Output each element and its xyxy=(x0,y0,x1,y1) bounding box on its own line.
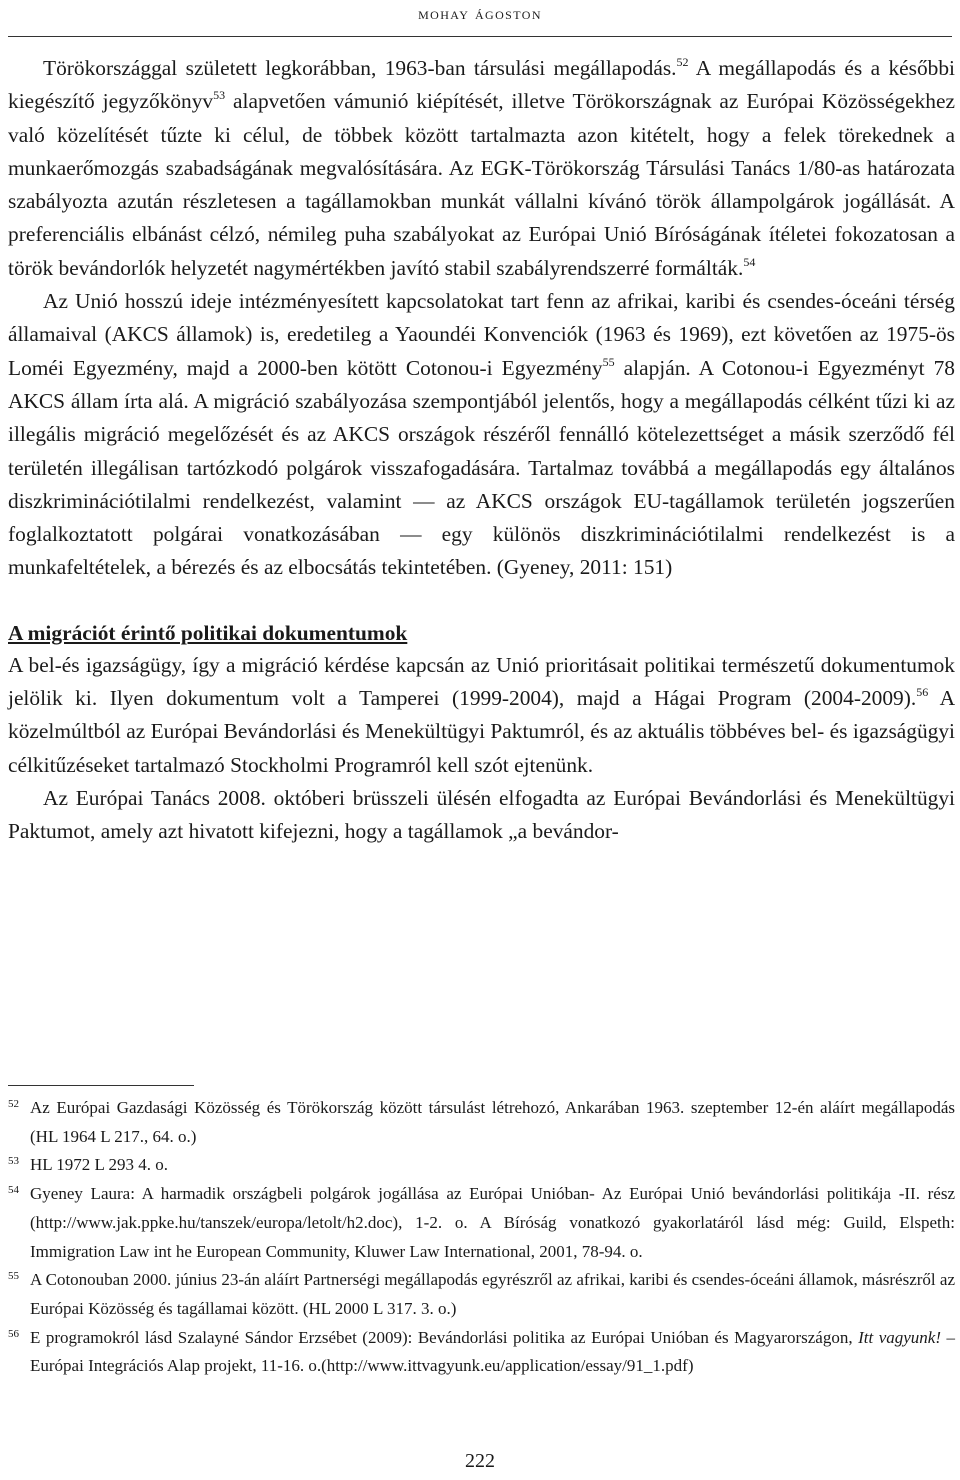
paragraph: Törökországgal született legkorábban, 1963-ban társulási megállapodás.$^{52}$ A megállapodás és a későbbi kiegészítő jegyzőkönyv$^{53}$ alapvetően vámunió kiépítését, illetve Törökországnak az Európai Közösségekhez való közelítését tűzte ki célul, de többek között tartalmazta azon kitételt, hogy a felek törekednek a munkaerőmozgás szabadságának megvalósítására. Az EGK-Törökország Társulási Tanács 1/80-as határozata szabályozta azután részletesen a tagállamokban munkát vállalni kívánó török állampolgárok jogállását. A preferenciális elbánást célzó, némileg puha szabályokat az Európai Unió Bíróságának ítéletei fokozatosan a török bevándorlók helyzetét nagymértékben javító stabil szabályrendszerré formálták.$^{54}$ xyxy=(8,55,955,280)
footnote-number: 52 xyxy=(8,1098,19,1110)
page-number: 222 xyxy=(465,1450,495,1472)
footnote-number: 56 xyxy=(8,1327,19,1340)
footnote-ref[interactable]: 53 xyxy=(213,88,226,103)
paragraph: Az Európai Tanács 2008. októberi brüsszeli ülésén elfogadta az Európai Bevándorlási és Menekültügyi Paktumot, amely azt hivatott kifejezni, hogy a tagállamok „a bevándor- xyxy=(8,785,955,844)
footnote-ref[interactable]: 54 xyxy=(743,254,756,269)
footnote-number: 53 xyxy=(8,1155,19,1168)
footnote-text: A Cotonouban 2000. június 23-án aláírt Partnerségi megállapodás egyrészről az afrikai, karibi és csendes-óceáni államok, másrészről az Európai Közösség és tagállamai között. (HL 2000 L 317. 3. o.) xyxy=(30,1270,955,1318)
footnote xyxy=(8,1266,955,1323)
footnote-rule xyxy=(8,1085,194,1086)
body-text xyxy=(8,52,955,849)
italic-title: Itt vagyunk! xyxy=(858,1327,941,1347)
header-rule xyxy=(8,36,952,37)
footnote-text: Gyeney Laura: A harmadik országbeli polgárok jogállása az Európai Unióban- Az Európai Unió bevándorlási politikája -II. rész (http://www.jak.ppke.hu/tanszek/europa/letolt/h2.doc), 1-2. o. A Bíróság vonatkozó gyakorlatáról lásd még: Guild, Elspeth: Immigration Law int he European Community, Kluwer Law International, 2001, 78-94. o. xyxy=(30,1184,955,1261)
footnote-ref[interactable]: 52 xyxy=(676,55,689,69)
footnote xyxy=(8,1094,955,1151)
footnote-text: Az Európai Gazdasági Közösség és Törökország között társulást létrehozó, Ankarában 1963. szeptember 12-én aláírt megállapodás (HL 1964 L 217., 64. o.) xyxy=(30,1098,955,1146)
footnote xyxy=(8,1151,955,1180)
footnote-number: 55 xyxy=(8,1270,19,1283)
footnote-ref[interactable]: 55 xyxy=(602,354,615,369)
section-heading: A migrációt érintő politikai dokumentumok xyxy=(8,620,408,645)
footnotes xyxy=(8,1094,955,1381)
paragraph: A bel-és igazságügy, így a migráció kérdése kapcsán az Unió prioritásait politikai természetű dokumentumok jelölik ki. Ilyen dokumentum volt a Tamperei (1999-2004), majd a Hágai Program (2004-2009).$^{56}$ A közelmúltból az Európai Bevándorlási és Menekültügyi Paktumról, és az aktuális többéves bel- és igazságügyi célkitűzéseket tartalmazó Stockholmi Programról kell szót ejtenünk. xyxy=(8,652,956,777)
footnote-ref[interactable]: 56 xyxy=(916,685,929,700)
footnote-number: 54 xyxy=(8,1184,19,1197)
paragraph: Az Unió hosszú ideje intézményesített kapcsolatokat tart fenn az afrikai, karibi és csendes-óceáni térség államaival (AKCS államok) is, eredetileg a Yaoundéi Konvenciók (1963 és 1969), ezt követően az 1975-ös Loméi Egyezmény, majd a 2000-ben kötött Cotonou-i Egyezmény$^{55}$ alapján. A Cotonou-i Egyezményt 78 AKCS állam írta alá. A migráció szabályozása szempontjából jelentős, hogy a megállapodás célként tűzi ki az illegális migráció megelőzését és az AKCS országok részéről fennálló kötelezettséget a másik szerződő fél területén illegálisan tartózkodó polgárok visszafogadására. Tartalmaz továbbá a megállapodás egy általános diszkriminációtilalmi rendelkezést, valamint — az AKCS országok EU-tagállamok területén jogszerűen foglalkoztatott polgárai vonatkozásában — egy különös diszkriminációtilalmi rendelkezést is a munkafeltételek, a bérezés és az elbocsátás tekintetében. (Gyeney, 2011: 151) xyxy=(8,289,955,580)
footnote-text: E programokról lásd Szalayné Sándor Erzsébet (2009): Bevándorlási politika az Európai Unióban és Magyarországon, Itt vagyunk! – Európai Integrációs Alap projekt, 11-16. o.(http://www.ittvagyunk.eu/application/essay/91_1.pdf) xyxy=(30,1327,956,1376)
footnote xyxy=(8,1324,955,1381)
footnote xyxy=(8,1180,955,1266)
running-header: mohay ágoston xyxy=(418,4,542,23)
footnote-text: HL 1972 L 293 4. o. xyxy=(30,1155,169,1175)
